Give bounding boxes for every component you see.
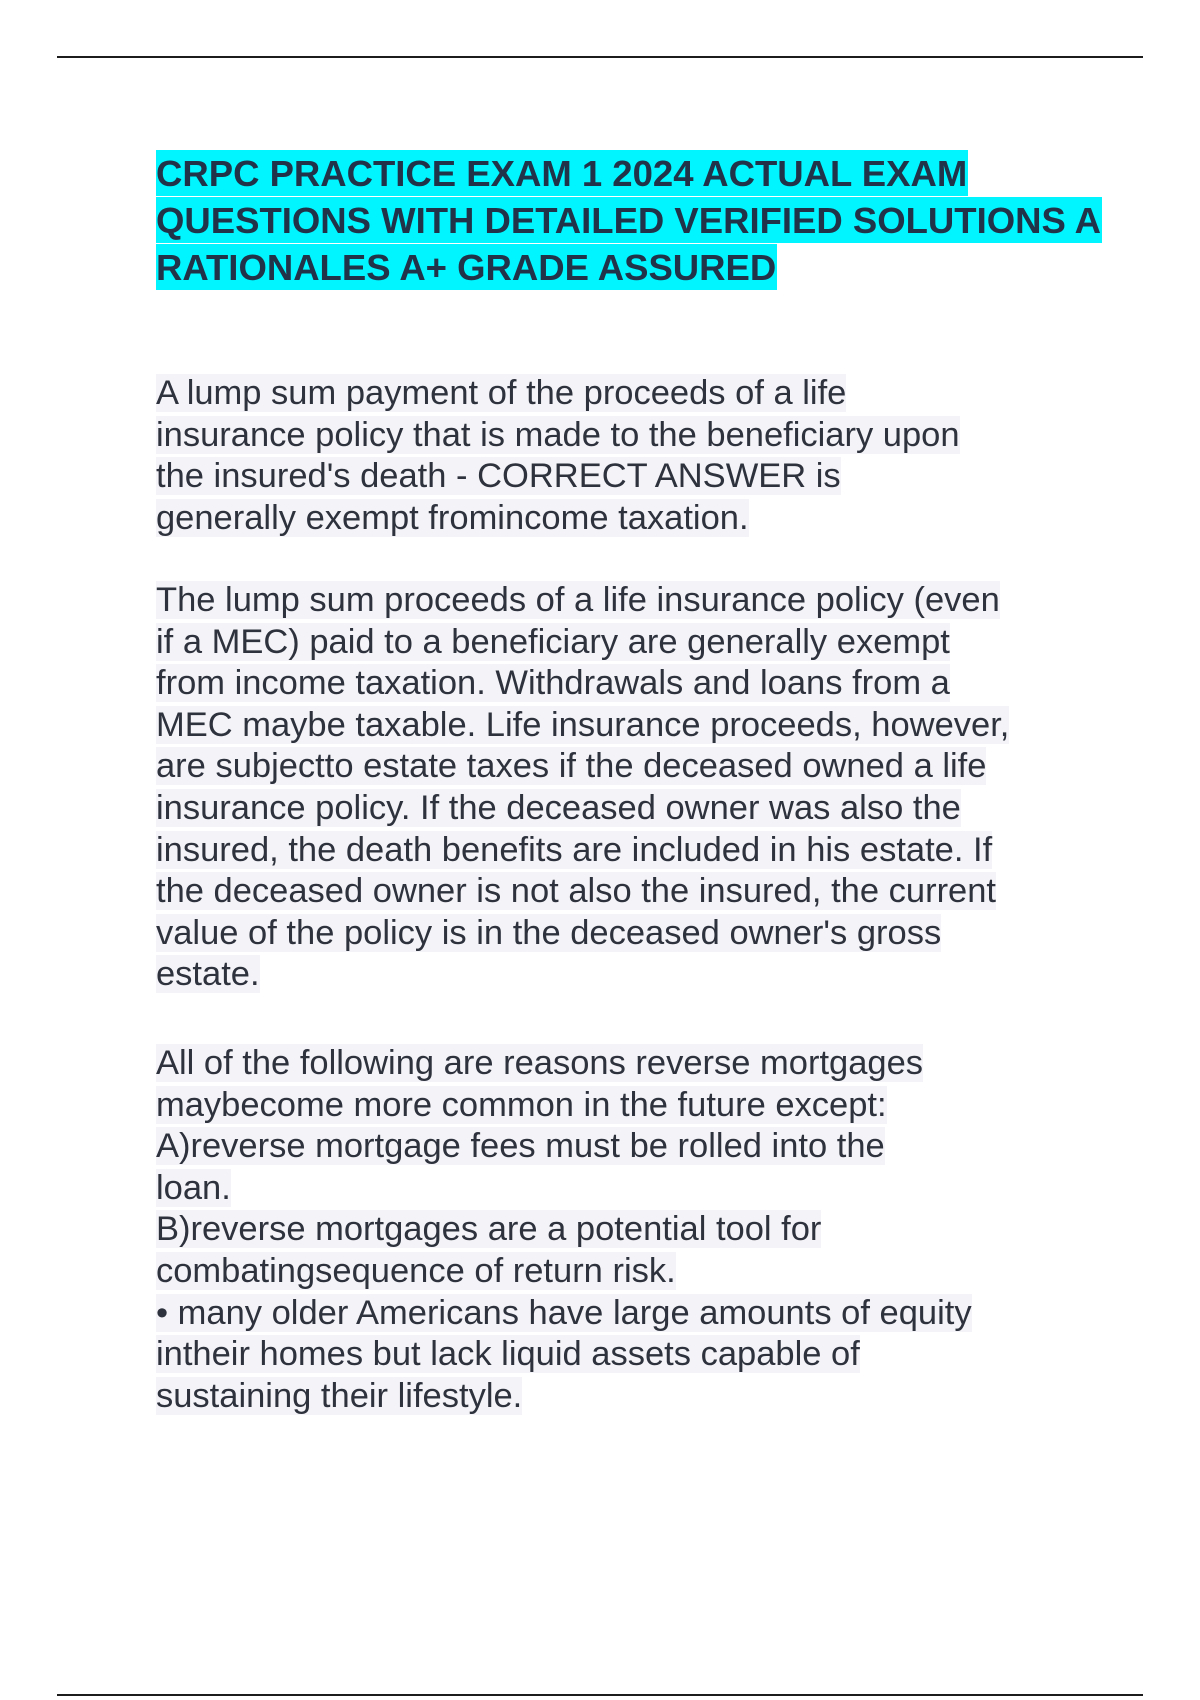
text-line: The lump sum proceeds of a life insurance policy (even [156, 581, 1000, 619]
text-line: from income taxation. Withdrawals and loans from a [156, 664, 950, 703]
text-line: the deceased owner is not also the insured, the current [156, 872, 997, 911]
text-line: are subjectto estate taxes if the deceased owned a life [156, 747, 987, 786]
option-a: A)reverse mortgage fees must be rolled into the [156, 1127, 885, 1166]
text-line: estate. [156, 955, 260, 994]
option-a-continued: loan. [156, 1168, 231, 1207]
text-line: insurance policy. If the deceased owner was also the [156, 788, 961, 827]
bullet-option-continued: intheir homes but lack liquid assets capable of [156, 1335, 860, 1374]
bottom-rule [57, 1694, 1143, 1696]
text-line: A lump sum payment of the proceeds of a life [156, 374, 847, 412]
question-1 [156, 373, 1076, 539]
bullet-option-continued: sustaining their lifestyle. [156, 1376, 523, 1415]
title-line: RATIONALES A+ GRADE ASSURED [156, 244, 1102, 291]
text-line: if a MEC) paid to a beneficiary are generally exempt [156, 622, 950, 661]
text-line: generally exempt fromincome taxation. [156, 498, 749, 537]
text-line: All of the following are reasons reverse mortgages [156, 1044, 924, 1082]
text-line: the insured's death - CORRECT ANSWER is [156, 457, 841, 496]
bullet-option: • many older Americans have large amounts of equity [156, 1293, 972, 1332]
text-line: insurance policy that is made to the beneficiary upon [156, 415, 960, 454]
text-line: MEC maybe taxable. Life insurance proceeds, however, [156, 705, 1010, 744]
title-line: CRPC PRACTICE EXAM 1 2024 ACTUAL EXAM [156, 150, 1102, 197]
option-b-continued: combatingsequence of return risk. [156, 1251, 676, 1290]
rationale-1 [156, 580, 1076, 996]
document-title [156, 150, 1102, 291]
title-line: QUESTIONS WITH DETAILED VERIFIED SOLUTIONS A [156, 197, 1102, 244]
text-line: maybecome more common in the future except: [156, 1085, 887, 1124]
question-2 [156, 1043, 1076, 1417]
text-line: insured, the death benefits are included in his estate. If [156, 830, 993, 869]
option-b: B)reverse mortgages are a potential tool for [156, 1210, 822, 1249]
top-rule [57, 56, 1143, 58]
text-line: value of the policy is in the deceased owner's gross [156, 913, 942, 952]
